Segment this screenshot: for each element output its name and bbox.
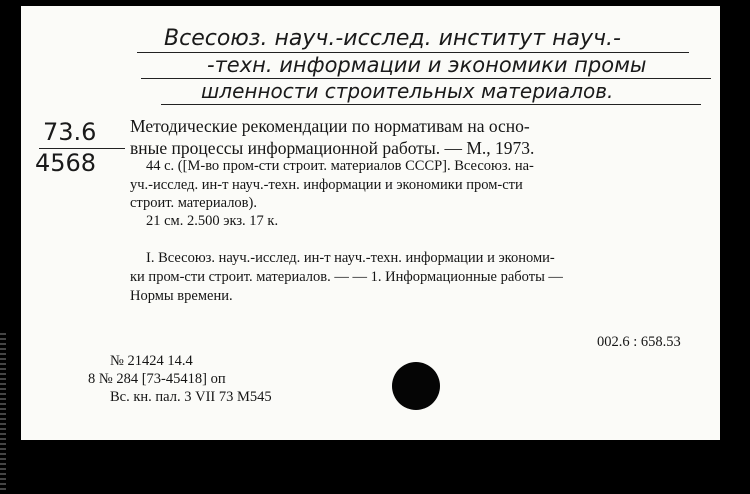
shelf-mark-number: 4568 xyxy=(35,149,97,177)
title-line-1: Методические рекомендации по нормативам на осно- xyxy=(130,116,530,136)
shelf-mark-class: 73.6 xyxy=(43,118,97,146)
footer-line-2: 8 № 284 [73-45418] оп xyxy=(88,371,226,387)
punch-hole xyxy=(392,362,440,410)
collation-line-1: 44 с. ([М-во пром-сти строит. материалов СССР]. Всесоюз. на- xyxy=(146,158,534,174)
scan-edge-marks xyxy=(0,330,6,490)
handwritten-heading-line-2: -техн. информации и экономики промы xyxy=(207,53,647,77)
tracing-line-2: ки пром-сти строит. материалов. — — 1. Информационные работы — xyxy=(130,269,563,285)
handwritten-heading-line-1: Всесоюз. науч.-исслед. институт науч.- xyxy=(164,26,621,51)
tracing-line-3: Нормы времени. xyxy=(130,288,233,304)
title-line-2: вные процессы информационной работы. — М., 1973. xyxy=(130,138,535,158)
handwritten-heading-line-3: шленности строительных материалов. xyxy=(201,79,614,103)
catalog-card xyxy=(21,6,720,440)
footer-line-1: № 21424 14.4 xyxy=(110,353,193,369)
udc-code: 002.6 : 658.53 xyxy=(597,334,681,350)
collation-line-4: 21 см. 2.500 экз. 17 к. xyxy=(146,213,279,229)
tracing-line-1: I. Всесоюз. науч.-исслед. ин-т науч.-техн. информации и экономи- xyxy=(146,250,555,266)
handwritten-underline xyxy=(161,104,701,105)
collation-line-3: строит. материалов). xyxy=(130,195,257,211)
collation-line-2: уч.-исслед. ин-т науч.-техн. информации и экономики пром-сти xyxy=(130,177,523,193)
footer-line-3: Вс. кн. пал. 3 VII 73 M545 xyxy=(110,389,272,405)
